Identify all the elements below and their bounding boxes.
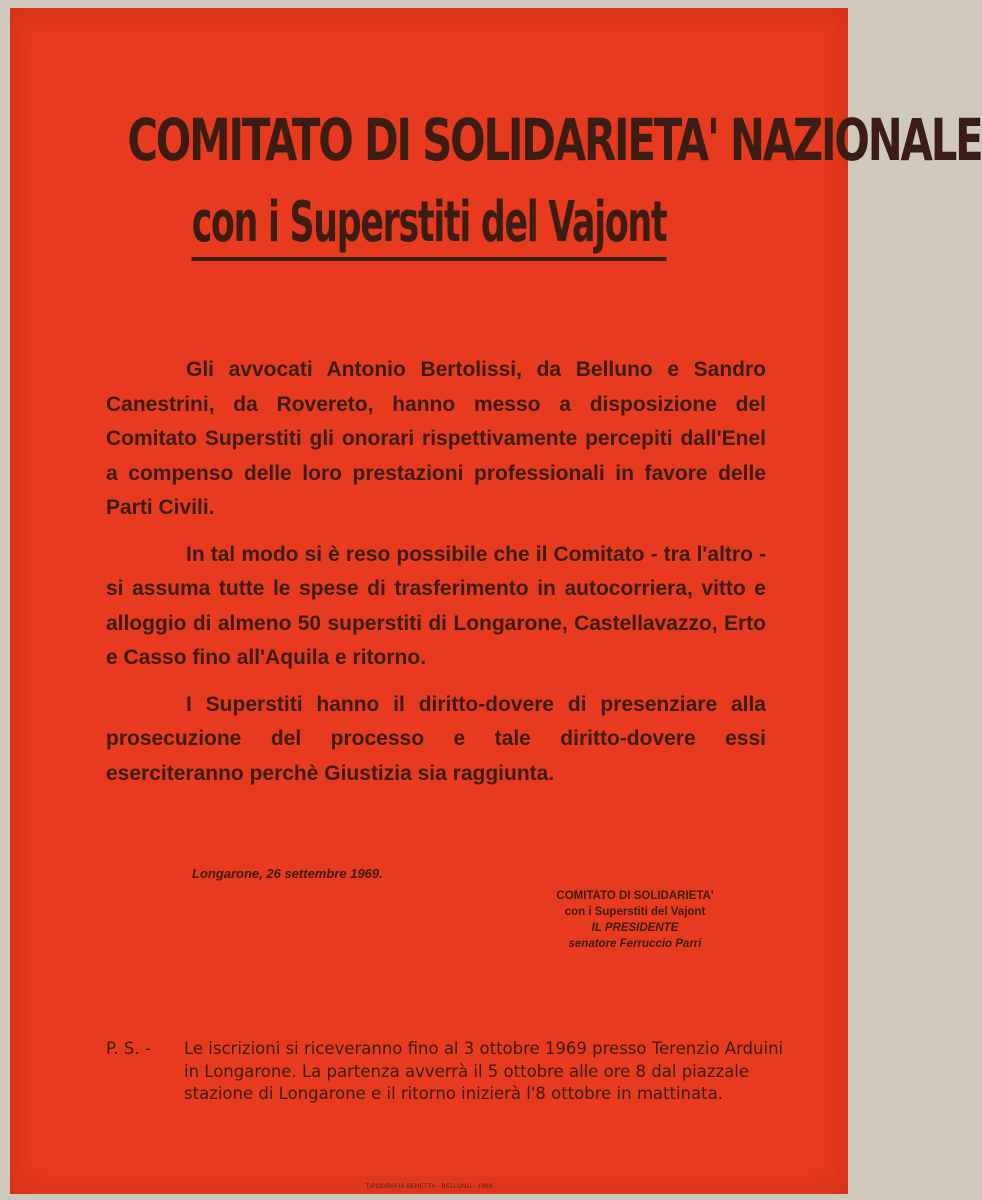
postscript [106,1038,786,1106]
signature-name: senatore Ferruccio Parri [568,938,702,950]
printer-imprint: TIPOGRAFIA BENETTA - BELLUNO - 1969 [365,1184,493,1190]
poster-subtitle-text: con i Superstiti del Vajont [192,190,667,261]
signature-committee: COMITATO DI SOLIDARIETA' [556,890,714,902]
poster-body [106,353,766,803]
poster-title: COMITATO DI SOLIDARIETA' NAZIONALE [127,106,982,174]
place-date: Longarone, 26 settembre 1969. [192,866,383,881]
signature-role: IL PRESIDENTE [591,922,679,934]
signature-block [520,888,750,952]
poster-subtitle [169,190,689,255]
postscript-text: Le iscrizioni si riceveranno fino al 3 ottobre 1969 presso Terenzio Arduini in Longarone. La partenza avverrà il 5 ottobre alle ore 8 dal piazzale stazione di Longarone e il ritorno inizierà l'8 ottobre in mattinata. [184,1039,784,1103]
body-paragraph-3: I Superstiti hanno il diritto-dovere di presenziare alla prosecuzione del processo e tale diritto-dovere essi eserciteranno perchè Giustizia sia raggiunta. [106,692,766,785]
postscript-label: P. S. - [106,1039,151,1058]
body-paragraph-1: Gli avvocati Antonio Bertolissi, da Belluno e Sandro Canestrini, da Rovereto, hanno messo a disposizione del Comitato Superstiti gli onorari rispettivamente percepiti dall'Enel a compenso delle loro prestazioni professionali in favore delle Parti Civili. [106,358,766,519]
signature-committee-sub: con i Superstiti del Vajont [564,906,706,918]
body-paragraph-2: In tal modo si è reso possibile che il Comitato - tra l'altro - si assuma tutte le spese di trasferimento in autocorriera, vitto e alloggio di almeno 50 superstiti di Longarone, Castellavazzo, Erto e Casso fino all'Aquila e ritorno. [106,542,766,669]
poster [10,8,982,1194]
